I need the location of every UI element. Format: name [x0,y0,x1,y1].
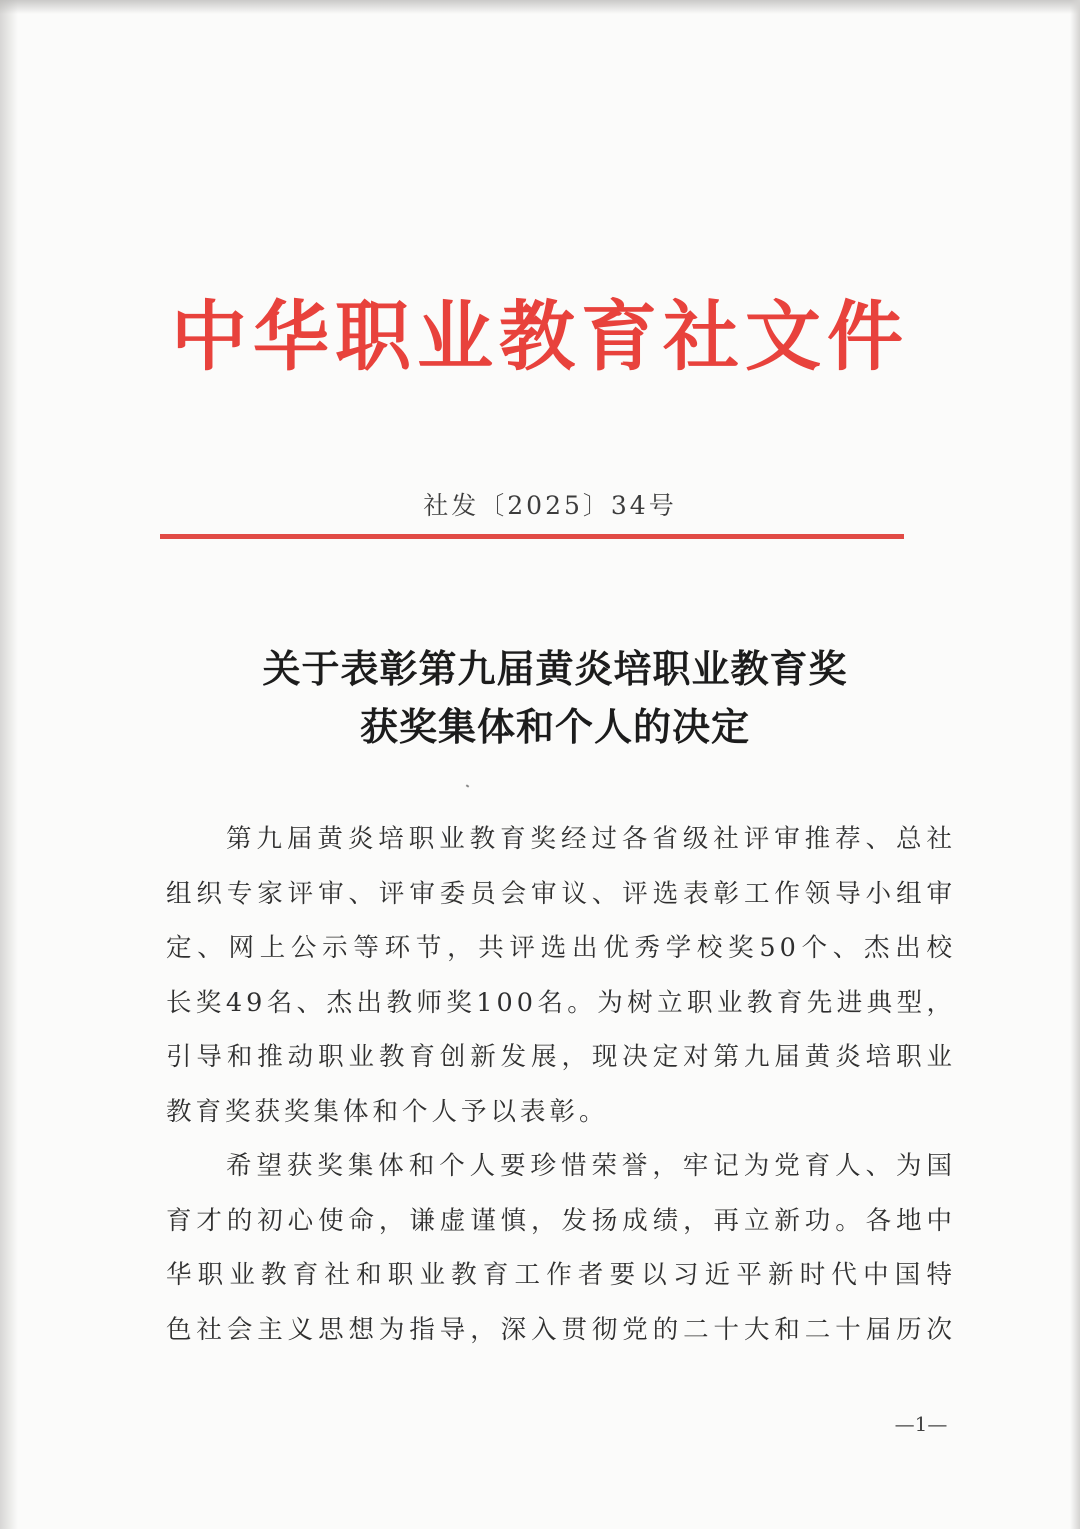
body-line: 第九届黄炎培职业教育奖经过各省级社评审推荐、总社 [226,824,956,854]
body-line: 华职业教育社和职业教育工作者要以习近平新时代中国特 [166,1260,956,1290]
body-line: 教育奖获奖集体和个人予以表彰。 [166,1096,609,1127]
title-line: 关于表彰第九届黄炎培职业教育奖 [262,646,848,691]
body-line: 希望获奖集体和个人要珍惜荣誉，牢记为党育人、为国 [226,1151,956,1181]
red-divider [160,534,904,539]
body-line: 引导和推动职业教育创新发展，现决定对第九届黄炎培职业 [166,1042,956,1072]
masthead-title: 中华职业教育社文件 [171,292,909,381]
scan-top-shadow [0,0,1080,14]
scan-left-shadow [0,0,18,1529]
title-line: 获奖集体和个人的决定 [359,704,750,749]
body-line: 色社会主义思想为指导，深入贯彻党的二十大和二十届历次 [166,1314,956,1345]
body-line: 定、网上公示等环节，共评选出优秀学校奖50个、杰出校 [166,933,956,963]
scan-right-edge [1070,0,1080,1529]
document-number: 社发〔2025〕34号 [423,491,677,520]
body-line: 组织专家评审、评审委员会审议、评选表彰工作领导小组审 [166,878,956,909]
body-line: 长奖49名、杰出教师奖100名。为树立职业教育先进典型， [166,987,956,1018]
body-line: 育才的初心使命，谦虚谨慎，发扬成绩，再立新功。各地中 [166,1205,956,1236]
scan-speck [466,784,470,787]
page-number: —1— [894,1412,948,1436]
body-text [166,812,956,1357]
document-title [130,640,980,756]
